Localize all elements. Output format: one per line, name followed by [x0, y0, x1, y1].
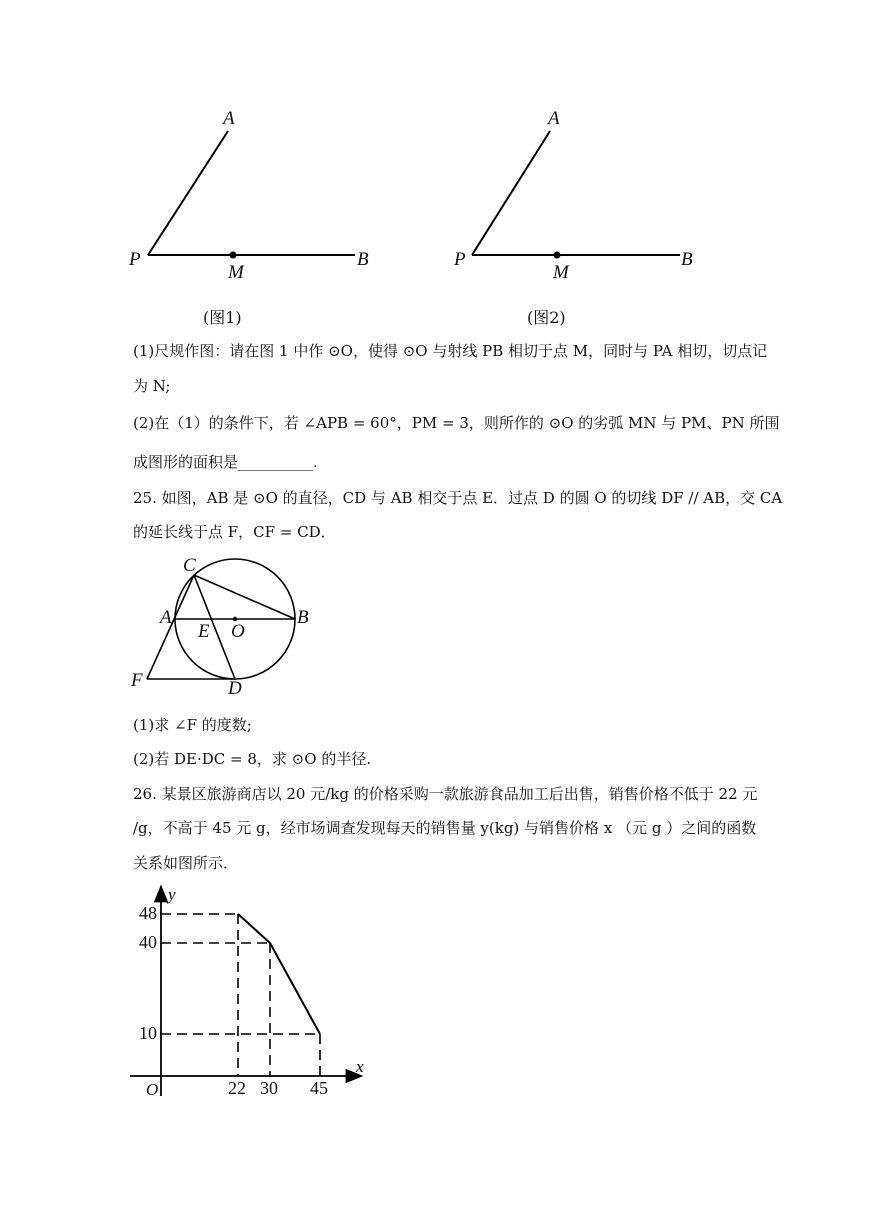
q25-part2: (2)若 DE·DC = 8，求 ⊙O 的半径.: [133, 750, 372, 768]
y-tick-label-10: 10: [139, 1023, 157, 1043]
q25-label-d: D: [228, 678, 242, 699]
q25-label-e: E: [198, 621, 210, 642]
y-axis-label: y: [168, 885, 176, 904]
series-line: [238, 914, 320, 1034]
q25-line2: 的延长线于点 F，CF = CD．: [133, 523, 336, 541]
fig2-caption: (图2): [527, 308, 566, 327]
q25-line1: 25. 如图，AB 是 ⊙O 的直径，CD 与 AB 相交于点 E．过点 D 的圆 O 的切线 DF // AB，交 CA: [133, 489, 783, 507]
q25-label-c: C: [183, 555, 196, 576]
fig1-label-b: B: [357, 249, 369, 270]
y-tick-label-48: 48: [139, 903, 157, 923]
x-tick-label-22: 22: [228, 1078, 246, 1098]
x-tick-label-30: 30: [260, 1078, 278, 1098]
origin-label: O: [146, 1080, 159, 1099]
q25-part1: (1)求 ∠F 的度数;: [133, 716, 252, 734]
fig2-label-p: P: [454, 249, 466, 270]
fig2-label-b: B: [681, 249, 693, 270]
fig2-label-m: M: [553, 262, 569, 283]
fig1-label-p: P: [129, 249, 141, 270]
y-tick-label-40: 40: [139, 932, 157, 952]
q24-part1-line2: 为 N;: [133, 377, 171, 395]
x-axis-label: x: [356, 1057, 364, 1076]
x-tick-label-45: 45: [310, 1078, 328, 1098]
q25-label-a: A: [160, 607, 172, 628]
fig1-label-a: A: [223, 108, 235, 129]
q25-label-o: O: [231, 621, 245, 642]
q25-label-f: F: [131, 670, 143, 691]
q25-label-b: B: [297, 607, 309, 628]
q26-line3: 关系如图所示．: [133, 854, 239, 872]
fig1-label-m: M: [228, 262, 244, 283]
q24-part2-line2: 成图形的面积是__________.: [133, 453, 318, 471]
fig2-label-a: A: [548, 108, 560, 129]
q26-line1: 26. 某景区旅游商店以 20 元/kg 的价格采购一款旅游食品加工后出售，销售价格不低于 22 元: [133, 785, 758, 803]
q26-line2: /g，不高于 45 元 g，经市场调查发现每天的销售量 y(kg) 与销售价格 x （元 g ）之间的函数: [133, 819, 757, 837]
fig1-caption: (图1): [203, 308, 242, 327]
q24-part1-line1: (1)尺规作图：请在图 1 中作 ⊙O，使得 ⊙O 与射线 PB 相切于点 M，同时与 PA 相切，切点记: [133, 342, 768, 360]
q24-part2-line1: (2)在（1）的条件下，若 ∠APB = 60°，PM = 3，则所作的 ⊙O 的劣弧 MN 与 PM、PN 所围: [133, 414, 780, 432]
